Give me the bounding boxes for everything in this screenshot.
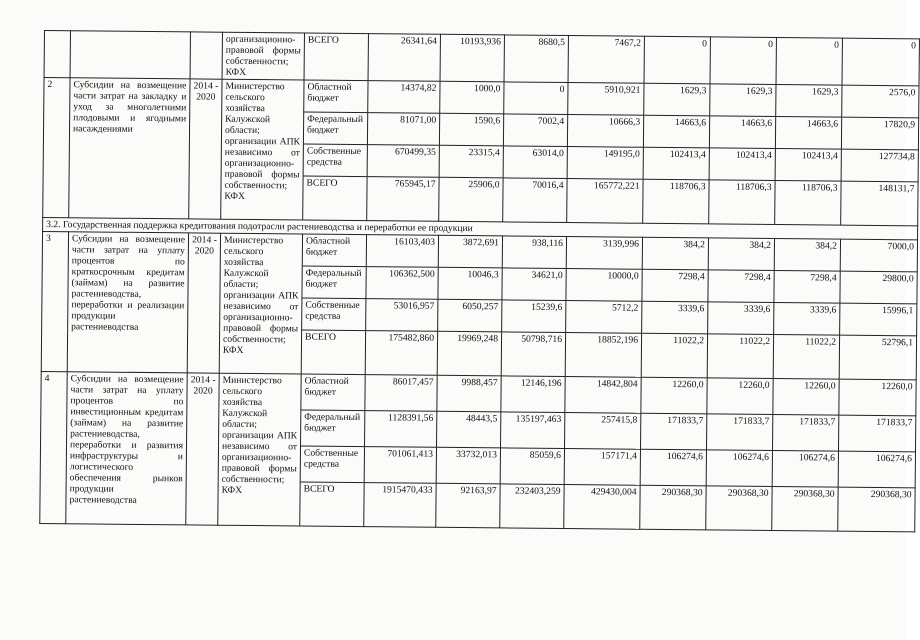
funding-source-cell: Федеральный бюджет: [303, 112, 367, 145]
value-cell: 92163,97: [436, 483, 500, 528]
value-cell: 7298,4: [708, 270, 774, 303]
value-cell: 7467,2: [568, 36, 644, 84]
value-cell: 0: [776, 38, 842, 86]
funding-source-cell: ВСЕГО: [301, 330, 365, 375]
value-cell: 5910,921: [568, 83, 644, 116]
value-cell: 48443,5: [437, 411, 501, 448]
value-cell: 148131,7: [841, 181, 918, 226]
measure-name-cell: Субсидии на возмещение части затрат на уплату процентов по инвестиционным кредитам (займам) на развитие растениеводства, переработки и развития инфраструктуры и логистического обеспечения рынков продукции растениеводства: [66, 372, 187, 525]
value-cell: 12260,0: [773, 379, 839, 416]
value-cell: 86017,457: [365, 375, 437, 412]
value-cell: 106274,6: [838, 451, 915, 488]
value-cell: 938,116: [502, 236, 566, 269]
value-cell: 10046,3: [438, 267, 502, 300]
section-title: 3.2. Государственная поддержка кредитования подотрасли растениеводства и переработки ее продукции: [43, 217, 918, 239]
value-cell: 290368,30: [640, 485, 706, 530]
value-cell: 106362,500: [366, 267, 438, 300]
value-cell: 63014,0: [503, 146, 567, 179]
value-cell: 1629,3: [710, 84, 776, 117]
value-cell: 118706,3: [643, 179, 709, 224]
value-cell: 175482,860: [365, 331, 437, 376]
value-cell: 7000,0: [840, 239, 917, 272]
value-cell: 23315,4: [439, 145, 503, 178]
value-cell: 7298,4: [642, 269, 708, 302]
value-cell: 0: [842, 38, 919, 86]
value-cell: 384,2: [774, 239, 840, 272]
measure-name-cell: [70, 31, 190, 79]
value-cell: 12260,0: [839, 379, 916, 416]
value-cell: 106274,6: [640, 449, 706, 486]
value-cell: 11022,2: [773, 335, 839, 380]
table-row: [41, 371, 916, 415]
value-cell: 290368,30: [706, 486, 772, 531]
value-cell: 171833,7: [838, 415, 915, 452]
value-cell: 10000,0: [566, 269, 642, 302]
value-cell: 29800,0: [840, 271, 917, 304]
value-cell: 106274,6: [706, 450, 772, 487]
value-cell: 171833,7: [772, 415, 838, 452]
period-cell: 2014 - 2020: [187, 233, 220, 373]
value-cell: 127734,8: [841, 149, 918, 182]
document-sheet: [39, 30, 916, 532]
measure-name-cell: Субсидии на возмещение части затрат на уплату процентов по краткосрочным кредитам (займам) на развитие растениеводства, переработки и реализации продукции растениеводства: [67, 232, 188, 373]
value-cell: 52796,1: [839, 335, 916, 380]
value-cell: 53016,957: [366, 299, 438, 332]
value-cell: 7298,4: [774, 271, 840, 304]
value-cell: 5712,2: [566, 301, 642, 334]
row-number-cell: 3: [41, 231, 68, 371]
value-cell: 14842,804: [565, 377, 641, 414]
value-cell: 0: [504, 82, 568, 115]
period-cell: 2014 - 2020: [186, 373, 219, 525]
value-cell: 12260,0: [641, 377, 707, 414]
value-cell: 157171,4: [564, 449, 640, 486]
value-cell: 9988,457: [437, 375, 501, 412]
value-cell: 670499,35: [367, 145, 439, 178]
value-cell: 26341,64: [368, 34, 440, 82]
value-cell: 701061,413: [364, 447, 436, 484]
value-cell: 11022,2: [707, 334, 773, 379]
value-cell: 15996,1: [840, 303, 917, 336]
row-number-cell: 2: [43, 78, 70, 218]
value-cell: 14663,6: [709, 116, 775, 149]
value-cell: 11022,2: [641, 333, 707, 378]
value-cell: 3872,691: [438, 235, 502, 268]
value-cell: 171833,7: [641, 413, 707, 450]
value-cell: 2576,0: [842, 85, 919, 118]
value-cell: 85059,6: [500, 448, 564, 485]
executor-cell: Министерство сельского хозяйства Калужской области; организации АПК независимо от организационно-правовой формы собственности; КФХ: [218, 373, 301, 526]
funding-source-cell: Областной бюджет: [301, 374, 365, 411]
value-cell: 33732,013: [436, 447, 500, 484]
value-cell: 102413,4: [775, 149, 841, 182]
value-cell: 384,2: [642, 237, 708, 270]
value-cell: 1629,3: [644, 83, 710, 116]
measure-name-cell: Субсидии на возмещение части затрат на закладку и уход за многолетними плодовыми и ягодными насаждениями: [69, 78, 190, 219]
value-cell: 3339,6: [708, 302, 774, 335]
value-cell: 50798,716: [501, 332, 565, 377]
row-number-cell: [44, 31, 70, 78]
value-cell: 290368,30: [838, 487, 915, 532]
value-cell: 15239,6: [502, 300, 566, 333]
value-cell: 257415,8: [565, 413, 641, 450]
value-cell: 232403,259: [500, 484, 564, 529]
value-cell: 14374,82: [368, 81, 440, 114]
value-cell: 70016,4: [503, 178, 567, 223]
value-cell: 106274,6: [772, 451, 838, 488]
period-cell: [190, 32, 222, 79]
value-cell: 14663,6: [775, 117, 841, 150]
value-cell: 118706,3: [709, 180, 775, 225]
executor-cell: организационно-правовой формы собственности; КФХ: [222, 32, 304, 80]
value-cell: 384,2: [708, 238, 774, 271]
value-cell: 1000,0: [440, 81, 504, 114]
funding-source-cell: Федеральный бюджет: [302, 266, 366, 299]
value-cell: 0: [644, 36, 710, 84]
row-number-cell: 4: [40, 371, 67, 523]
value-cell: 19969,248: [437, 331, 501, 376]
funding-source-cell: Собственные средства: [300, 446, 364, 483]
funding-source-cell: ВСЕГО: [300, 482, 364, 527]
value-cell: 18852,196: [565, 333, 641, 378]
funding-source-cell: ВСЕГО: [303, 176, 367, 221]
value-cell: 8680,5: [504, 35, 568, 83]
value-cell: 102413,4: [709, 148, 775, 181]
value-cell: 3339,6: [642, 301, 708, 334]
funding-source-cell: Собственные средства: [302, 298, 366, 331]
value-cell: 12146,196: [501, 376, 565, 413]
value-cell: 3139,996: [566, 237, 642, 270]
value-cell: 17820,9: [841, 117, 918, 150]
value-cell: 165772,221: [567, 179, 643, 224]
funding-source-cell: Областной бюджет: [302, 234, 366, 267]
value-cell: 171833,7: [707, 414, 773, 451]
value-cell: 6050,257: [438, 299, 502, 332]
value-cell: 118706,3: [775, 181, 841, 226]
funding-source-cell: Областной бюджет: [304, 80, 368, 113]
value-cell: 429430,004: [564, 485, 640, 530]
table-body: [40, 31, 920, 532]
value-cell: 10666,3: [567, 115, 643, 148]
value-cell: 1590,6: [439, 113, 503, 146]
funding-source-cell: Федеральный бюджет: [301, 410, 365, 447]
executor-cell: Министерство сельского хозяйства Калужской области; организации АПК независимо от организационно-правовой формы собственности; КФХ: [221, 79, 304, 220]
table-row: [44, 31, 919, 86]
period-cell: 2014 - 2020: [189, 79, 222, 219]
value-cell: 12260,0: [707, 378, 773, 415]
value-cell: 1915470,433: [364, 483, 436, 528]
value-cell: 1128391,56: [365, 411, 437, 448]
value-cell: 135197,463: [501, 412, 565, 449]
value-cell: 3339,6: [774, 303, 840, 336]
value-cell: 290368,30: [772, 487, 838, 532]
value-cell: 14663,6: [643, 115, 709, 148]
value-cell: 765945,17: [367, 177, 439, 222]
value-cell: 16103,403: [366, 235, 438, 268]
value-cell: 7002,4: [503, 114, 567, 147]
value-cell: 102413,4: [643, 147, 709, 180]
value-cell: 25906,0: [439, 177, 503, 222]
budget-table: [39, 30, 920, 532]
value-cell: 149195,0: [567, 147, 643, 180]
value-cell: 10193,936: [440, 34, 504, 82]
funding-source-cell: Собственные средства: [303, 144, 367, 177]
value-cell: 81071,00: [367, 113, 439, 146]
value-cell: 1629,3: [776, 85, 842, 118]
value-cell: 34621,0: [502, 268, 566, 301]
funding-source-cell: ВСЕГО: [304, 33, 368, 81]
value-cell: 0: [710, 37, 776, 85]
executor-cell: Министерство сельского хозяйства Калужской области; организации АПК независимо от организационно-правовой формы собственности; КФХ: [219, 233, 302, 374]
